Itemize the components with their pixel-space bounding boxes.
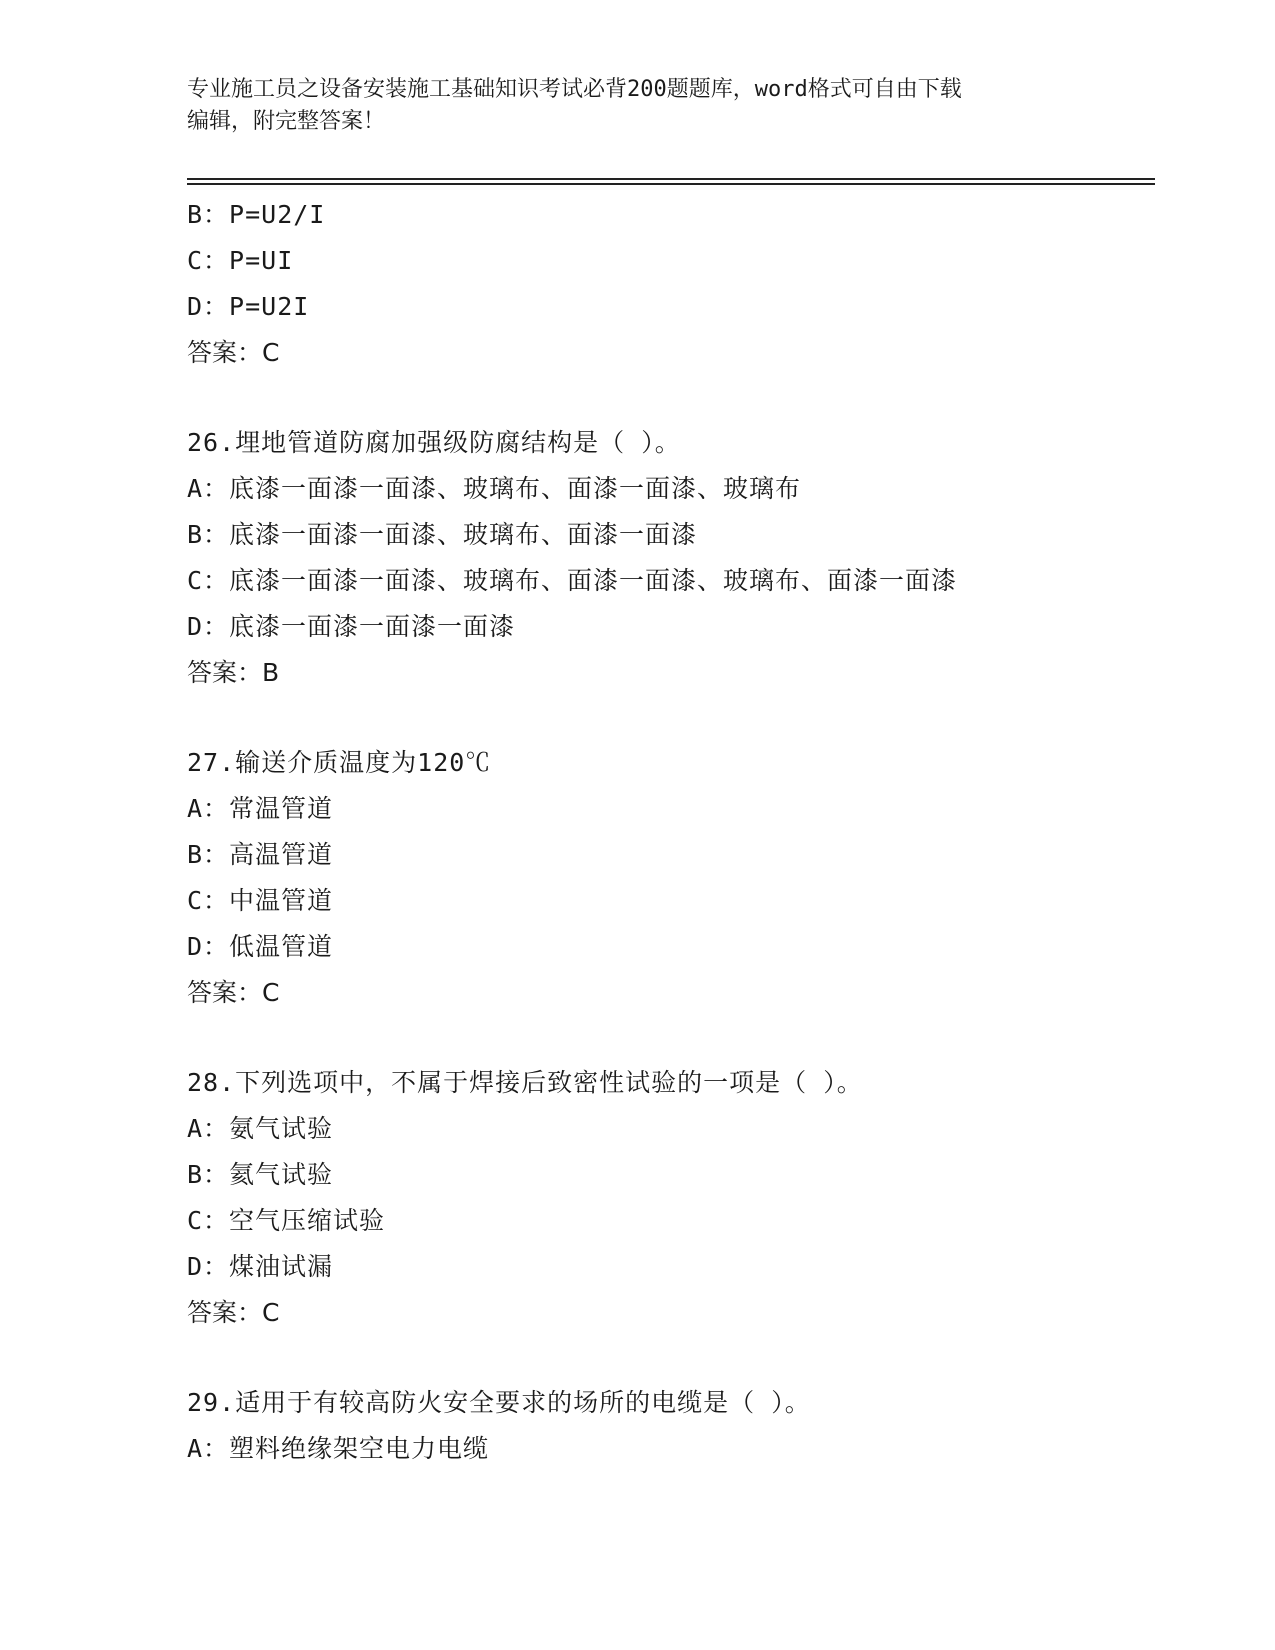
option-b: B：氦气试验 <box>187 1160 334 1189</box>
option-d: D：低温管道 <box>187 932 334 961</box>
question-block-25 <box>187 192 1147 376</box>
question-block-27 <box>187 740 1147 1016</box>
document-header <box>187 74 1067 138</box>
header-line-1: 专业施工员之设备安装施工基础知识考试必背200题题库，word格式可自由下载 <box>187 77 962 102</box>
question-title: 28.下列选项中，不属于焊接后致密性试验的一项是（ ）。 <box>187 1068 863 1097</box>
option-b: B：高温管道 <box>187 840 334 869</box>
question-block-29 <box>187 1380 1147 1472</box>
question-list <box>187 192 1147 1472</box>
option-d: D：煤油试漏 <box>187 1252 334 1281</box>
question-title: 29.适用于有较高防火安全要求的场所的电缆是（ ）。 <box>187 1388 811 1417</box>
header-divider-thin <box>187 183 1155 185</box>
answer-line: 答案：C <box>187 978 280 1007</box>
option-a: A：塑料绝缘架空电力电缆 <box>187 1434 490 1463</box>
option-c: C：中温管道 <box>187 886 334 915</box>
answer-line: 答案：C <box>187 338 280 367</box>
option-b: B：P=U2/I <box>187 200 326 229</box>
option-d: D：P=U2I <box>187 292 310 321</box>
answer-line: 答案：C <box>187 1298 280 1327</box>
option-b: B：底漆一面漆一面漆、玻璃布、面漆一面漆 <box>187 520 698 549</box>
option-d: D：底漆一面漆一面漆一面漆 <box>187 612 516 641</box>
option-c: C：底漆一面漆一面漆、玻璃布、面漆一面漆、玻璃布、面漆一面漆 <box>187 566 958 595</box>
header-line-2: 编辑，附完整答案！ <box>187 109 386 134</box>
option-c: C：P=UI <box>187 246 294 275</box>
question-title: 27.输送介质温度为120℃ <box>187 748 492 777</box>
question-block-28 <box>187 1060 1147 1336</box>
header-divider <box>187 178 1155 180</box>
question-title: 26.埋地管道防腐加强级防腐结构是（ ）。 <box>187 428 681 457</box>
option-a: A：底漆一面漆一面漆、玻璃布、面漆一面漆、玻璃布 <box>187 474 802 503</box>
answer-line: 答案：B <box>187 658 280 687</box>
option-a: A：常温管道 <box>187 794 334 823</box>
question-block-26 <box>187 420 1147 696</box>
option-a: A：氨气试验 <box>187 1114 334 1143</box>
option-c: C：空气压缩试验 <box>187 1206 386 1235</box>
